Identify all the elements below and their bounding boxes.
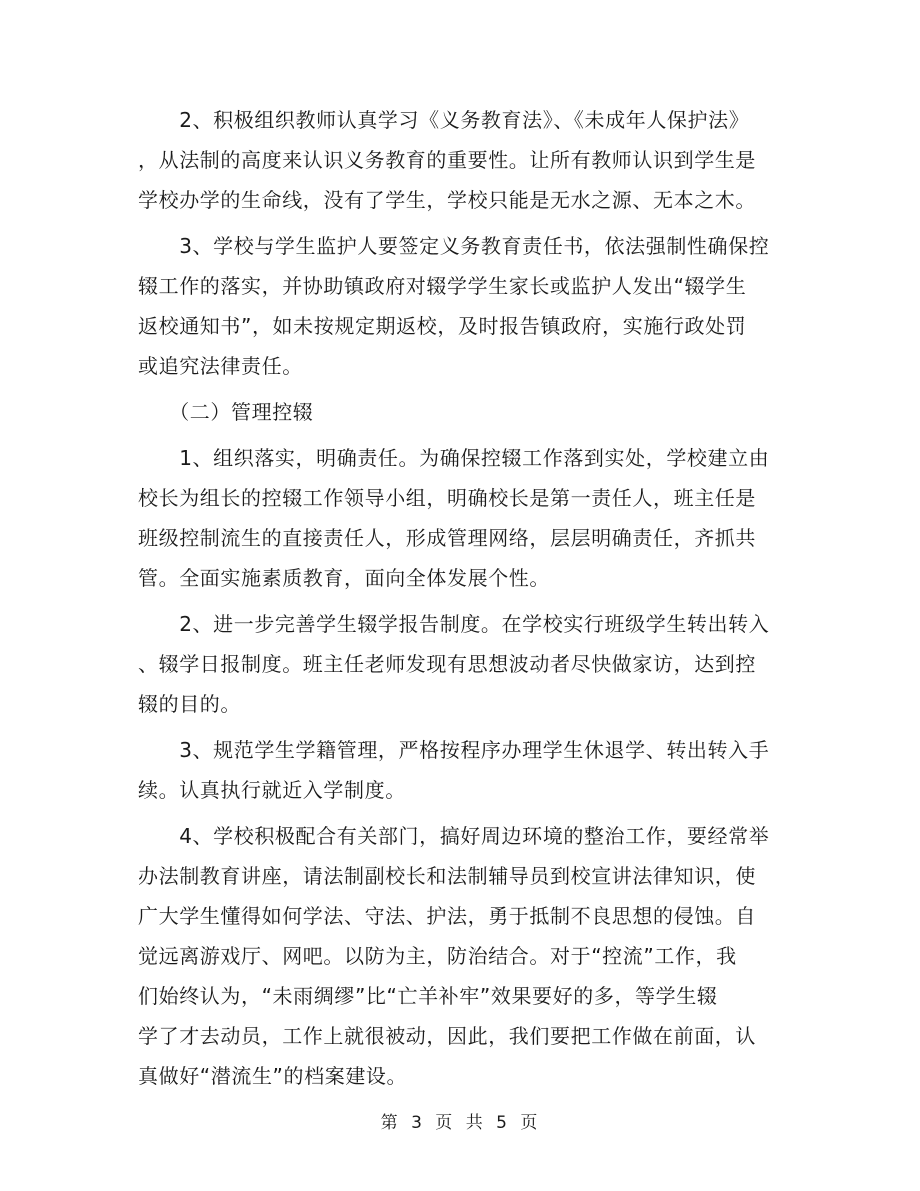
paragraph [138, 392, 782, 432]
text-line: （二）管理控辍 [138, 400, 314, 424]
text-line: 真做好“潜流生”的档案建设。 [138, 1064, 408, 1088]
text-line: ，从法制的高度来认识义务教育的重要性。让所有教师认识到学生是 [138, 148, 756, 172]
text-line: 4、学校积极配合有关部门，搞好周边环境的整治工作，要经常举 [138, 824, 770, 848]
paragraph [138, 438, 782, 598]
text-line: 3、学校与学生监护人要签定义务教育责任书，依法强制性确保控 [138, 234, 770, 258]
text-line: 们始终认为，“未雨绸缪”比“亡羊补牢”效果要好的多，等学生辍 [138, 984, 718, 1008]
text-line: 学了才去动员，工作上就很被动，因此，我们要把工作做在前面，认 [138, 1024, 756, 1048]
text-line: 辍工作的落实，并协助镇政府对辍学学生家长或监护人发出“辍学生 [138, 274, 747, 298]
text-line: 续。认真执行就近入学制度。 [138, 778, 406, 802]
text-line: 觉远离游戏厅、网吧。以防为主，防治结合。对于“控流”工作，我 [138, 944, 737, 968]
paragraph [138, 226, 782, 386]
paragraph [138, 730, 782, 810]
text-line: 广大学生懂得如何学法、守法、护法，勇于抵制不良思想的侵蚀。自 [138, 904, 756, 928]
text-line: 或追究法律责任。 [138, 354, 303, 378]
text-line: 3、规范学生学籍管理，严格按程序办理学生休退学、转出转入手 [138, 738, 770, 762]
text-line: 办法制教育讲座，请法制副校长和法制辅导员到校宣讲法律知识，使 [138, 864, 756, 888]
text-line: 管。全面实施素质教育，面向全体发展个性。 [138, 566, 550, 590]
text-line: 返校通知书”，如未按规定期返校，及时报告镇政府，实施行政处罚 [138, 314, 747, 338]
text-line: 辍的目的。 [138, 692, 241, 716]
paragraph [138, 604, 782, 724]
text-line: 班级控制流生的直接责任人，形成管理网络，层层明确责任，齐抓共 [138, 526, 756, 550]
text-line: 1、组织落实，明确责任。为确保控辍工作落到实处，学校建立由 [138, 446, 770, 470]
paragraph [138, 816, 782, 1096]
text-line: 学校办学的生命线，没有了学生，学校只能是无水之源、无本之木。 [138, 188, 756, 212]
text-line: 校长为组长的控辍工作领导小组，明确校长是第一责任人，班主任是 [138, 486, 756, 510]
text-line: 、辍学日报制度。班主任老师发现有思想波动者尽快做家访，达到控 [138, 652, 756, 676]
document-body [138, 100, 782, 1102]
page-number-footer: 第 3 页 共 5 页 [380, 1113, 540, 1133]
paragraph [138, 100, 782, 220]
text-line: 2、进一步完善学生辍学报告制度。在学校实行班级学生转出转入 [138, 612, 770, 636]
text-line: 2、积极组织教师认真学习《义务教育法》、《未成年人保护法》 [138, 108, 750, 132]
